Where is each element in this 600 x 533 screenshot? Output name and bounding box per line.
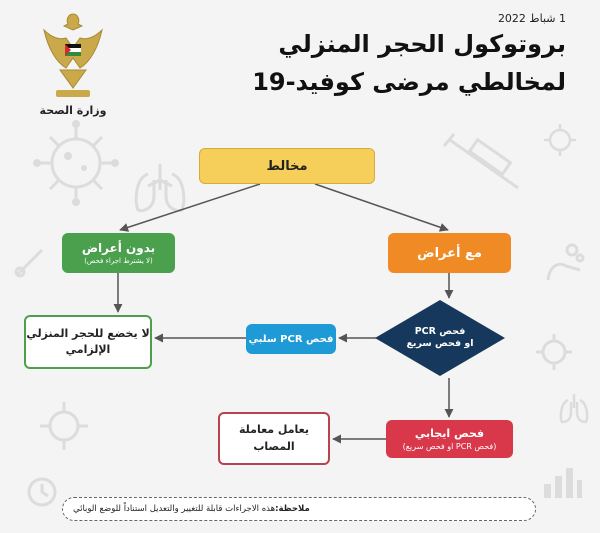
negative-test-box [246,324,336,354]
no-symptoms-note: (لا يشترط اجراء فحص) [84,257,153,265]
negative-test-label: فحص PCR سلبي [248,333,334,345]
page-title-line-2: لمخالطي مرضى كوفيد-19 [252,68,566,96]
no-symptoms-box [62,233,175,273]
no-symptoms-label: بدون أعراض [81,241,156,255]
arrow-mixed-to-sym [315,184,448,230]
positive-test-box [386,420,513,458]
no-quarantine-line-2: الإلزامي [65,343,111,356]
page-title-line-1: بروتوكول الحجر المنزلي [278,30,566,58]
contact-label: مخالط [266,158,308,174]
treat-as-case-line-2: المصاب [253,439,295,453]
test-line-2: او فحص سريع [406,338,474,349]
note-label: ملاحظة: [275,504,310,514]
with-symptoms-label: مع أعراض [417,245,482,261]
with-symptoms-box [388,233,511,273]
note-text: هذه الاجراءات قابلة للتغيير والتعديل استناداً للوضع الوبائي [73,504,276,514]
treat-as-case-box [218,412,330,465]
contact-box [199,148,375,184]
treat-as-case-line-1: يعامل معاملة [238,423,310,436]
ministry-label: وزارة الصحة [39,104,107,117]
positive-test-note: (فحص PCR او فحص سريع) [402,442,497,451]
positive-test-label: فحص ايجابي [414,427,485,440]
test-decision-text [393,318,487,358]
no-quarantine-box [24,315,152,369]
note-banner [62,497,536,521]
test-line-1: فحص PCR [414,326,466,338]
arrow-mixed-to-nosym [120,184,260,230]
date-label: 1 شباط 2022 [497,12,566,25]
no-quarantine-line-1: لا يخضع للحجر المنزلي [26,326,150,340]
